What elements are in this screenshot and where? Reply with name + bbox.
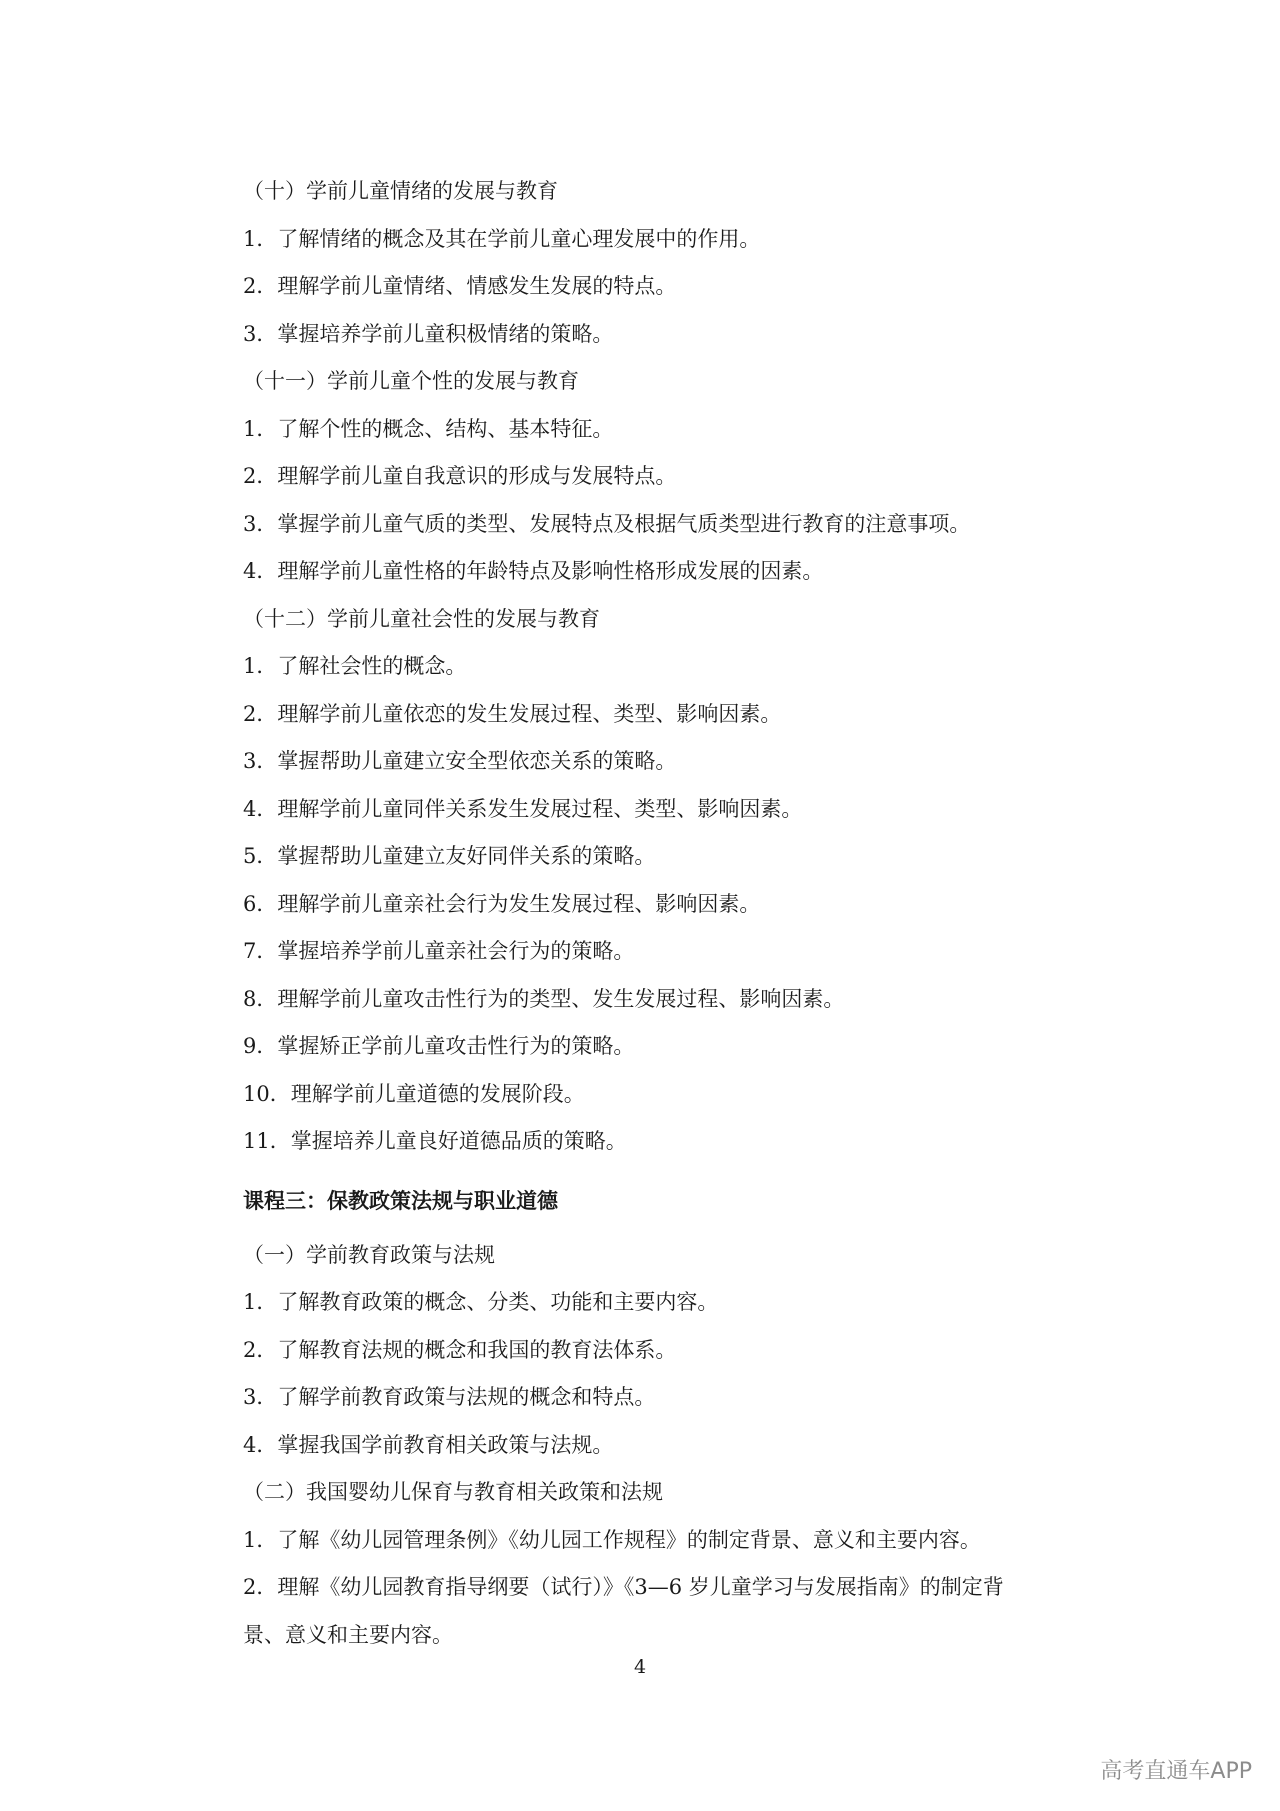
list-item: 2．理解《幼儿园教育指导纲要（试行）》《3—6 岁儿童学习与发展指南》的制定背 bbox=[243, 1575, 1004, 1599]
list-item: 3．了解学前教育政策与法规的概念和特点。 bbox=[243, 1385, 656, 1409]
list-item: 2．理解学前儿童依恋的发生发展过程、类型、影响因素。 bbox=[243, 701, 782, 726]
list-item: 4．理解学前儿童性格的年龄特点及影响性格形成发展的因素。 bbox=[243, 559, 824, 583]
list-item: 2．理解学前儿童自我意识的形成与发展特点。 bbox=[243, 464, 677, 488]
document-body bbox=[243, 168, 1103, 1659]
list-item: 1．了解个性的概念、结构、基本特征。 bbox=[243, 416, 614, 441]
list-item: 1．了解教育政策的概念、分类、功能和主要内容。 bbox=[243, 1290, 719, 1314]
list-item: 1．了解《幼儿园管理条例》《幼儿园工作规程》的制定背景、意义和主要内容。 bbox=[243, 1527, 981, 1552]
list-item: 1．了解情绪的概念及其在学前儿童心理发展中的作用。 bbox=[243, 226, 761, 251]
page-number: 4 bbox=[633, 1656, 647, 1678]
list-item: 4．理解学前儿童同伴关系发生发展过程、类型、影响因素。 bbox=[243, 796, 803, 821]
list-item: 9．掌握矫正学前儿童攻击性行为的策略。 bbox=[243, 1034, 635, 1058]
section-heading: （十）学前儿童情绪的发展与教育 bbox=[243, 179, 558, 203]
section-personality bbox=[243, 358, 1103, 596]
course-heading: 课程三：保教政策法规与职业道德 bbox=[243, 1188, 558, 1213]
list-item: 2．理解学前儿童情绪、情感发生发展的特点。 bbox=[243, 274, 677, 298]
list-item: 3．掌握帮助儿童建立安全型依恋关系的策略。 bbox=[243, 749, 677, 773]
section-heading: （二）我国婴幼儿保育与教育相关政策和法规 bbox=[243, 1480, 663, 1504]
section-sociality bbox=[243, 596, 1103, 1166]
list-item: 3．掌握培养学前儿童积极情绪的策略。 bbox=[243, 321, 614, 346]
section-heading: （十二）学前儿童社会性的发展与教育 bbox=[243, 606, 600, 631]
section-heading: （十一）学前儿童个性的发展与教育 bbox=[243, 369, 579, 393]
watermark: 高考直通车APP bbox=[1100, 1759, 1252, 1784]
list-item: 7．掌握培养学前儿童亲社会行为的策略。 bbox=[243, 939, 635, 963]
list-item: 8．理解学前儿童攻击性行为的类型、发生发展过程、影响因素。 bbox=[243, 986, 845, 1011]
list-item: 3．掌握学前儿童气质的类型、发展特点及根据气质类型进行教育的注意事项。 bbox=[243, 511, 971, 536]
list-item: 6．理解学前儿童亲社会行为发生发展过程、影响因素。 bbox=[243, 891, 761, 916]
list-item: 5．掌握帮助儿童建立友好同伴关系的策略。 bbox=[243, 844, 656, 868]
section-policy-law bbox=[243, 1232, 1103, 1470]
section-infant-care-policy bbox=[243, 1469, 1103, 1659]
list-item: 11．掌握培养儿童良好道德品质的策略。 bbox=[243, 1129, 627, 1153]
section-heading: （一）学前教育政策与法规 bbox=[243, 1242, 495, 1267]
section-emotion bbox=[243, 168, 1103, 358]
list-item: 2．了解教育法规的概念和我国的教育法体系。 bbox=[243, 1337, 677, 1362]
list-item: 1．了解社会性的概念。 bbox=[243, 654, 467, 678]
list-item: 10．理解学前儿童道德的发展阶段。 bbox=[243, 1081, 585, 1106]
list-item-continuation: 景、意义和主要内容。 bbox=[243, 1622, 453, 1647]
list-item: 4．掌握我国学前教育相关政策与法规。 bbox=[243, 1432, 614, 1457]
